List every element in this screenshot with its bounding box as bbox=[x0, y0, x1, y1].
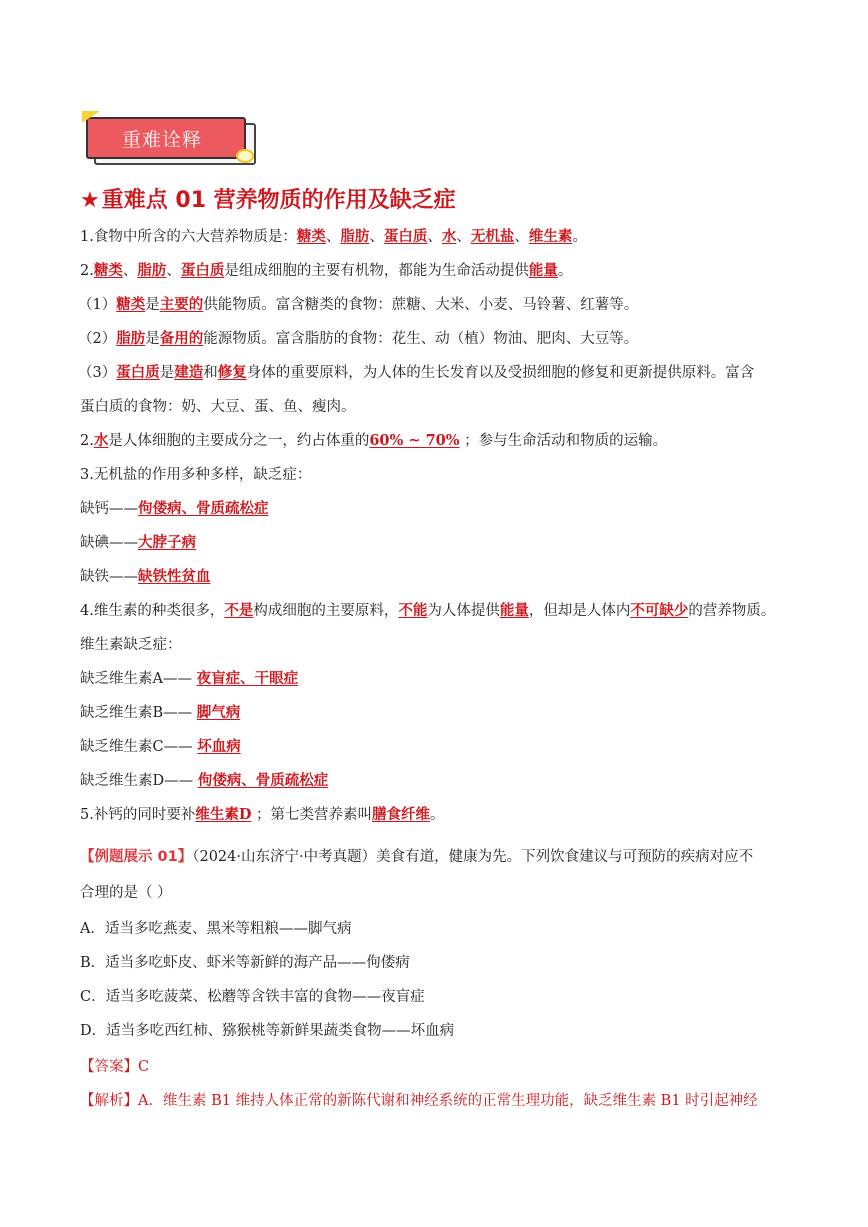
answer bbox=[80, 1056, 149, 1078]
deficiency-calcium bbox=[80, 498, 269, 520]
analysis bbox=[80, 1090, 758, 1112]
example-label: 【例题展示 01】 bbox=[80, 849, 193, 865]
keyword: 骨质疏松症 bbox=[255, 772, 329, 789]
keyword: 干眼症 bbox=[254, 670, 299, 687]
text: 是 bbox=[145, 297, 160, 313]
keyword: 骨质疏松症 bbox=[196, 500, 269, 517]
keyword: 建造 bbox=[174, 364, 204, 381]
text: ，但却是人体内 bbox=[528, 603, 631, 619]
paragraph-minerals: 3.无机盐的作用多种多样，缺乏症： bbox=[80, 467, 312, 483]
keyword: 70% bbox=[425, 432, 460, 449]
section-banner bbox=[84, 113, 256, 165]
example-question bbox=[80, 846, 753, 868]
sep: 、 bbox=[241, 772, 256, 789]
keyword: 备用的 bbox=[159, 330, 204, 347]
example-question-cont: 合理的是（ ） bbox=[80, 885, 172, 901]
star-icon: ★ bbox=[80, 188, 100, 213]
text: 。 bbox=[557, 263, 573, 279]
keyword: 主要的 bbox=[159, 296, 204, 313]
keyword: 蛋白质 bbox=[383, 228, 428, 245]
paragraph-organic bbox=[80, 260, 572, 282]
keyword: 能量 bbox=[499, 602, 529, 619]
deficiency-vitamin-d bbox=[80, 770, 328, 792]
analysis-text: A．维生素 B1 维持人体正常的新陈代谢和神经系统的正常生理功能，缺乏维生素 B1 时引起神经 bbox=[138, 1093, 758, 1109]
banner-ring-icon bbox=[236, 149, 254, 163]
keyword: 脂肪 bbox=[137, 262, 167, 279]
section-heading bbox=[80, 183, 456, 214]
tilde: ~ bbox=[403, 432, 426, 449]
deficiency-iodine bbox=[80, 532, 196, 554]
deficiency-iron bbox=[80, 566, 211, 588]
sep: 、 bbox=[181, 500, 196, 517]
paragraph-calcium-supplement bbox=[80, 804, 445, 826]
text: 1.食物中所含的六大营养物质是： bbox=[80, 229, 297, 245]
keyword: 蛋白质 bbox=[180, 262, 225, 279]
option-c[interactable]: C．适当多吃菠菜、松蘑等含铁丰富的食物——夜盲症 bbox=[80, 989, 425, 1005]
deficiency-vitamin-b bbox=[80, 702, 240, 724]
text: 缺乏维生素A—— bbox=[80, 671, 192, 687]
text: 。 bbox=[572, 229, 587, 245]
text: （3） bbox=[78, 365, 117, 381]
keyword: 水 bbox=[93, 432, 109, 449]
sep: 、 bbox=[166, 263, 181, 279]
keyword: 60% bbox=[369, 432, 404, 449]
keyword: 脚气病 bbox=[196, 704, 241, 721]
keyword: 维生素 bbox=[528, 228, 573, 245]
keyword: 水 bbox=[441, 228, 457, 245]
paragraph-protein bbox=[78, 362, 754, 384]
text: 5.补钙的同时要补 bbox=[80, 807, 196, 823]
deficiency-vitamin-c bbox=[80, 736, 241, 758]
sep: 、 bbox=[369, 229, 384, 245]
keyword: 缺铁性贫血 bbox=[138, 568, 211, 585]
keyword: 夜盲症 bbox=[196, 670, 241, 687]
paragraph-protein-cont: 蛋白质的食物：奶、大豆、蛋、鱼、瘦肉。 bbox=[80, 399, 356, 415]
sep: 、 bbox=[240, 670, 255, 687]
text: 是组成细胞的主要有机物，都能为生命活动提供 bbox=[224, 263, 529, 279]
keyword: 糖类 bbox=[296, 228, 326, 245]
text: 2. bbox=[80, 433, 94, 449]
paragraph-carbs bbox=[78, 294, 638, 316]
text: 供能物质。富含糖类的食物：蔗糖、大米、小麦、马铃薯、红薯等。 bbox=[203, 297, 639, 313]
heading-text: 重难点 01 营养物质的作用及缺乏症 bbox=[101, 188, 456, 213]
text: 和 bbox=[203, 365, 218, 381]
text: 为人体提供 bbox=[427, 603, 500, 619]
text: 是人体细胞的主要成分之一，约占体重的 bbox=[108, 433, 370, 449]
keyword: 能量 bbox=[528, 262, 558, 279]
sep: 、 bbox=[514, 229, 529, 245]
keyword: 脂肪 bbox=[340, 228, 370, 245]
text: 4.维生素的种类很多， bbox=[80, 603, 225, 619]
text: ；第七类营养素叫 bbox=[256, 807, 373, 823]
text: 构成细胞的主要原料， bbox=[253, 603, 399, 619]
text: 是 bbox=[145, 331, 160, 347]
text: 身体的重要原料，为人体的生长发育以及受损细胞的修复和更新提供原料。富含 bbox=[246, 365, 755, 381]
keyword: 不可缺少 bbox=[630, 602, 689, 619]
text: 。 bbox=[430, 807, 445, 823]
sep: 、 bbox=[122, 263, 138, 279]
keyword: 不能 bbox=[398, 602, 428, 619]
option-b[interactable]: B．适当多吃虾皮、虾米等新鲜的海产品——佝偻病 bbox=[80, 955, 410, 971]
text: 2. bbox=[80, 263, 94, 279]
keyword: 不是 bbox=[224, 602, 254, 619]
sep: 、 bbox=[427, 229, 442, 245]
text: 缺乏维生素B—— bbox=[80, 705, 193, 721]
text: 缺铁—— bbox=[80, 569, 138, 585]
option-d[interactable]: D．适当多吃西红柿、猕猴桃等新鲜果蔬类食物——坏血病 bbox=[80, 1023, 455, 1039]
sep: 、 bbox=[456, 229, 471, 245]
text: 缺钙—— bbox=[80, 501, 138, 517]
banner-flag-icon bbox=[82, 111, 100, 123]
text: 缺乏维生素D—— bbox=[80, 773, 194, 789]
text: （1） bbox=[78, 297, 117, 313]
paragraph-water bbox=[80, 430, 667, 452]
text: 是 bbox=[159, 365, 175, 381]
paragraph-fat bbox=[78, 328, 638, 350]
text: 的营养物质。 bbox=[688, 603, 776, 619]
keyword: 佝偻病 bbox=[197, 772, 242, 789]
text: 缺乏维生素C—— bbox=[80, 739, 193, 755]
keyword: 佝偻病 bbox=[138, 500, 182, 517]
paragraph-vitamin-deficiency: 维生素缺乏症： bbox=[80, 637, 182, 653]
answer-value: C bbox=[138, 1059, 150, 1075]
keyword: 大脖子病 bbox=[138, 534, 196, 551]
keyword: 糖类 bbox=[93, 262, 123, 279]
paragraph-six-nutrients bbox=[80, 226, 587, 248]
example-source: （2024·山东济宁·中考真题） bbox=[192, 849, 377, 865]
keyword: 无机盐 bbox=[470, 228, 515, 245]
banner-title: 重难诠释 bbox=[122, 129, 203, 151]
example-text: 美食有道，健康为先。下列饮食建议与可预防的疾病对应不 bbox=[376, 849, 754, 865]
keyword: 坏血病 bbox=[197, 738, 241, 755]
keyword: 脂肪 bbox=[116, 330, 146, 347]
sep: 、 bbox=[325, 229, 341, 245]
answer-label: 【答案】 bbox=[80, 1059, 138, 1075]
option-a[interactable]: A．适当多吃燕麦、黑米等粗粮——脚气病 bbox=[80, 921, 352, 937]
paragraph-vitamins bbox=[80, 600, 775, 622]
keyword: 修复 bbox=[217, 364, 247, 381]
keyword: 蛋白质 bbox=[116, 364, 160, 381]
text: （2） bbox=[78, 331, 117, 347]
text: 缺碘—— bbox=[80, 535, 138, 551]
analysis-label: 【解析】 bbox=[80, 1093, 138, 1109]
deficiency-vitamin-a bbox=[80, 668, 298, 690]
keyword: 膳食纤维 bbox=[372, 806, 431, 823]
keyword: 糖类 bbox=[116, 296, 146, 313]
text: ；参与生命活动和物质的运输。 bbox=[459, 433, 668, 449]
text: 能源物质。富含脂肪的食物：花生、动（植）物油、肥肉、大豆等。 bbox=[203, 331, 639, 347]
keyword: 维生素D bbox=[195, 806, 252, 823]
